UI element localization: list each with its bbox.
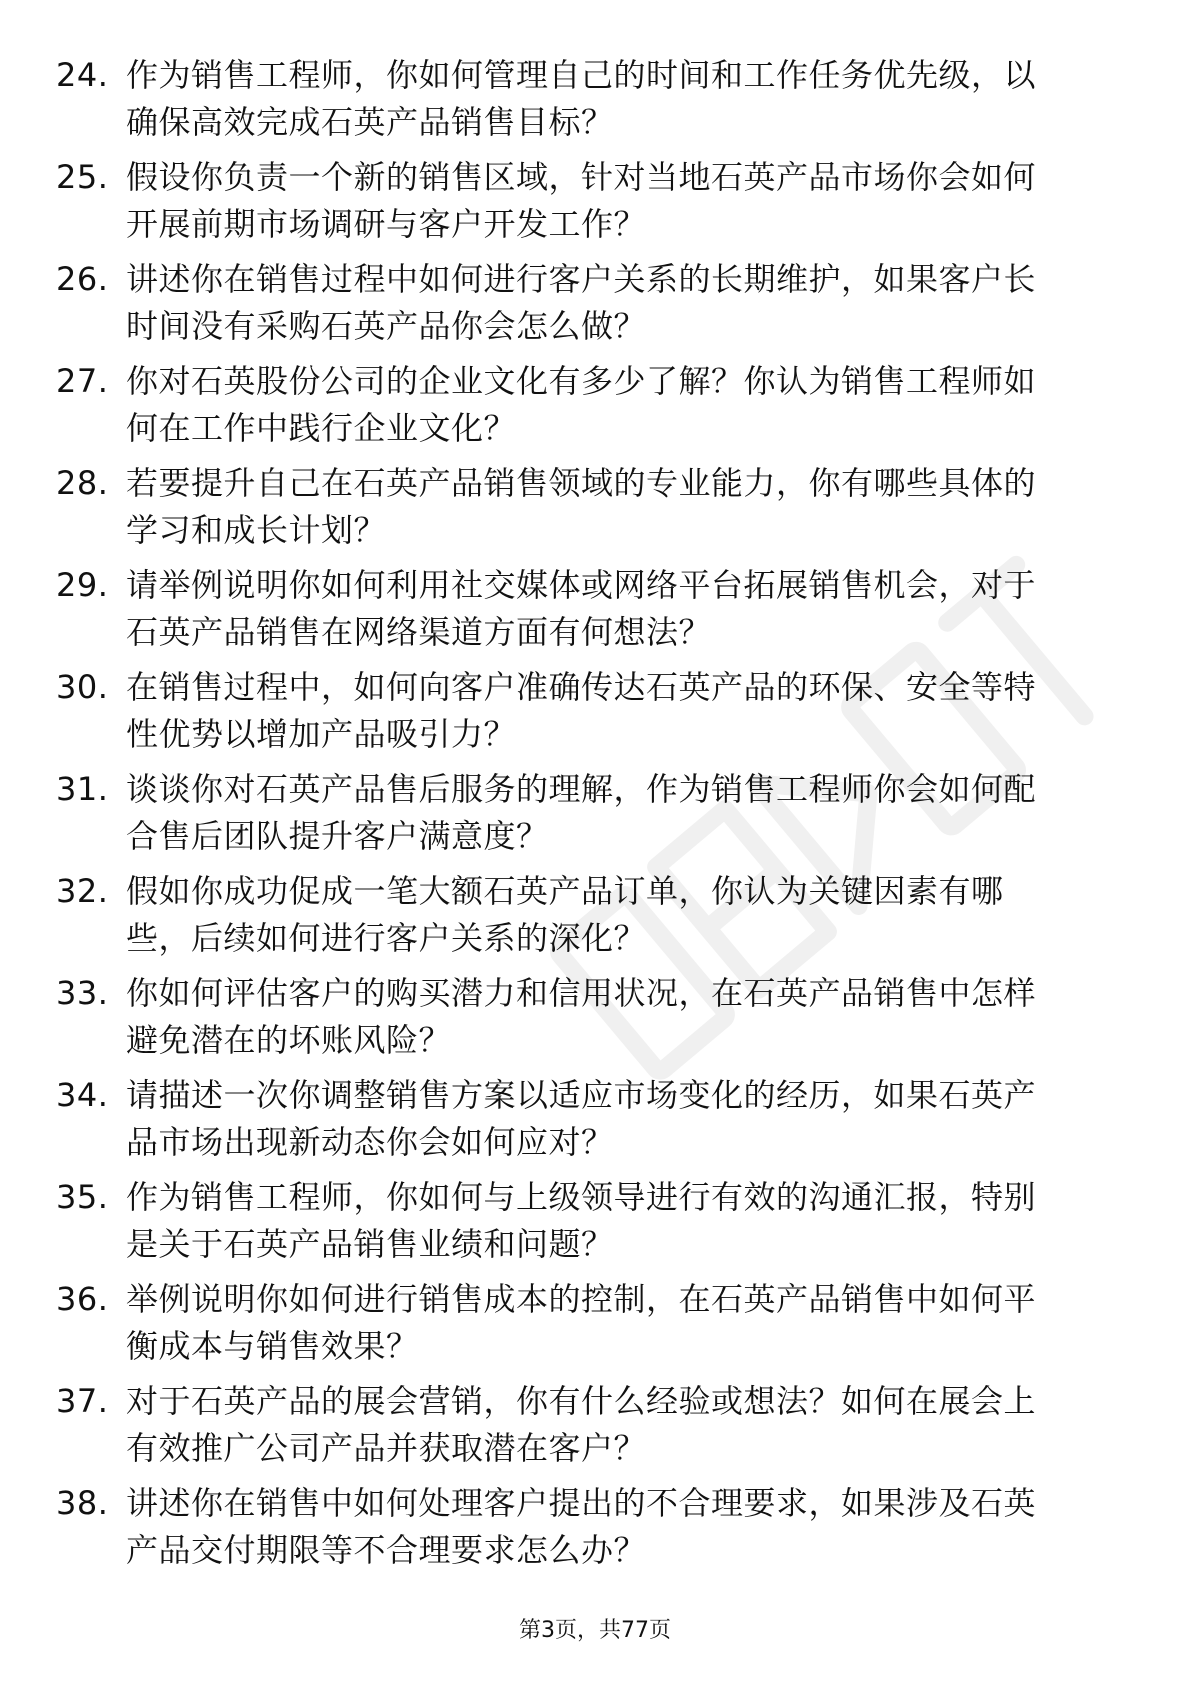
question-item <box>56 256 1116 358</box>
question-item <box>56 970 1116 1072</box>
question-text-line: 讲述你在销售中如何处理客户提出的不合理要求，如果涉及石英 <box>126 1484 1037 1522</box>
question-text-line: 假设你负责一个新的销售区域，针对当地石英产品市场你会如何 <box>126 158 1037 196</box>
question-text-line: 性优势以增加产品吸引力？ <box>126 715 517 753</box>
question-item <box>56 1072 1116 1174</box>
question-number: 32. <box>56 872 109 910</box>
question-text-line: 讲述你在销售过程中如何进行客户关系的长期维护，如果客户长 <box>126 260 1037 298</box>
question-item <box>56 358 1116 460</box>
question-number: 25. <box>56 158 109 196</box>
question-text-line: 假如你成功促成一笔大额石英产品订单，你认为关键因素有哪 <box>126 872 1004 910</box>
question-number: 28. <box>56 464 109 502</box>
question-number: 29. <box>56 566 109 604</box>
question-text-line: 开展前期市场调研与客户开发工作？ <box>126 205 647 243</box>
question-number: 37. <box>56 1382 109 1420</box>
question-number: 27. <box>56 362 109 400</box>
question-text-line: 是关于石英产品销售业绩和问题？ <box>126 1225 614 1263</box>
question-item <box>56 766 1116 868</box>
question-text-line: 举例说明你如何进行销售成本的控制，在石英产品销售中如何平 <box>126 1280 1037 1318</box>
question-text-line: 避免潜在的坏账风险？ <box>126 1021 452 1059</box>
question-text-line: 学习和成长计划？ <box>126 511 387 549</box>
question-text-line: 何在工作中践行企业文化？ <box>126 409 517 447</box>
question-number: 34. <box>56 1076 109 1114</box>
question-text-line: 请举例说明你如何利用社交媒体或网络平台拓展销售机会，对于 <box>126 566 1037 604</box>
question-item <box>56 664 1116 766</box>
question-number: 30. <box>56 668 109 706</box>
question-number: 31. <box>56 770 109 808</box>
question-text-line: 若要提升自己在石英产品销售领域的专业能力，你有哪些具体的 <box>126 464 1037 502</box>
question-text-line: 对于石英产品的展会营销，你有什么经验或想法？如何在展会上 <box>126 1382 1037 1420</box>
question-number: 26. <box>56 260 109 298</box>
question-item <box>56 1480 1116 1582</box>
question-text-line: 请描述一次你调整销售方案以适应市场变化的经历，如果石英产 <box>126 1076 1037 1114</box>
question-list <box>56 52 1116 1582</box>
question-item <box>56 460 1116 562</box>
question-text-line: 石英产品销售在网络渠道方面有何想法？ <box>126 613 712 651</box>
question-text-line: 有效推广公司产品并获取潜在客户？ <box>126 1429 647 1467</box>
question-text-line: 确保高效完成石英产品销售目标？ <box>126 103 614 141</box>
question-text-line: 作为销售工程师，你如何与上级领导进行有效的沟通汇报，特别 <box>126 1178 1037 1216</box>
question-text-line: 在销售过程中，如何向客户准确传达石英产品的环保、安全等特 <box>126 668 1037 706</box>
question-text-line: 些，后续如何进行客户关系的深化？ <box>126 919 647 957</box>
question-text-line: 衡成本与销售效果？ <box>126 1327 419 1365</box>
question-item <box>56 154 1116 256</box>
question-text-line: 谈谈你对石英产品售后服务的理解，作为销售工程师你会如何配 <box>126 770 1037 808</box>
question-text-line: 你对石英股份公司的企业文化有多少了解？你认为销售工程师如 <box>126 362 1037 400</box>
question-text-line: 品市场出现新动态你会如何应对？ <box>126 1123 614 1161</box>
question-item <box>56 1378 1116 1480</box>
question-text-line: 产品交付期限等不合理要求怎么办？ <box>126 1531 647 1569</box>
question-item <box>56 868 1116 970</box>
question-number: 33. <box>56 974 109 1012</box>
question-number: 38. <box>56 1484 109 1522</box>
question-text-line: 你如何评估客户的购买潜力和信用状况，在石英产品销售中怎样 <box>126 974 1037 1012</box>
page-number-footer: 第3页，共77页 <box>519 1618 671 1643</box>
question-item <box>56 1174 1116 1276</box>
question-text-line: 合售后团队提升客户满意度？ <box>126 817 549 855</box>
question-number: 36. <box>56 1280 109 1318</box>
question-number: 24. <box>56 56 109 94</box>
question-text-line: 作为销售工程师，你如何管理自己的时间和工作任务优先级，以 <box>126 56 1037 94</box>
question-item <box>56 52 1116 154</box>
question-number: 35. <box>56 1178 109 1216</box>
question-item <box>56 1276 1116 1378</box>
question-text-line: 时间没有采购石英产品你会怎么做？ <box>126 307 647 345</box>
question-item <box>56 562 1116 664</box>
